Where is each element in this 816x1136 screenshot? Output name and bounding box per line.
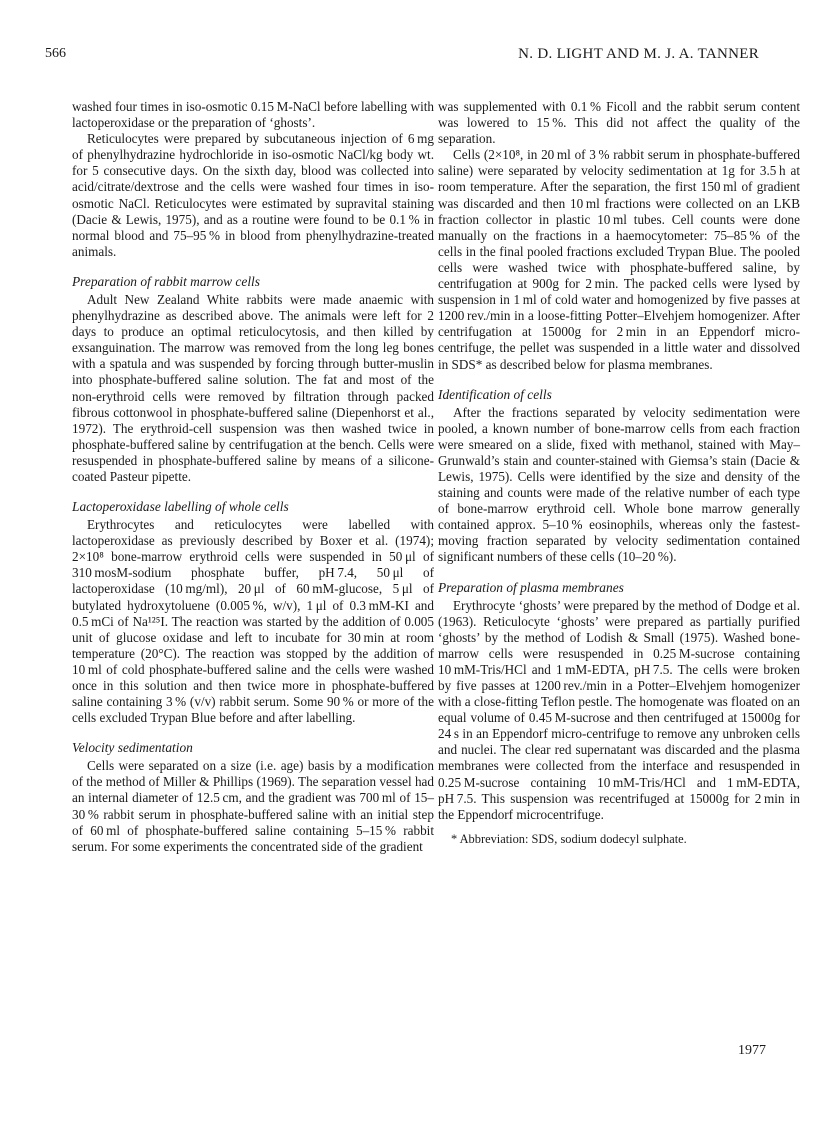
paragraph-lactoperoxidase: Erythrocytes and reticulocytes were labelled with lactoperoxidase as previously described by Boxer et al. (1974); 2×10⁸ bone-marrow erythroid cells were suspended in 50 μl of 310 mosM-sodium phosphate buffer, pH 7.4, 50 μl of lactoperoxidase (10 mg/ml), 20 μl of 60 mM-glucose, 5 μl of butylated hydroxytoluene (0.005 %, w/v), 1 μl of 0.3 mM-KI and 0.5 mCi of Na¹²⁵I. The reaction was started by the addition of 0.005 unit of glucose oxidase and left to incubate for 30 min at room temperature (20°C). The reaction was stopped by the addition of 10 ml of cold phosphate-buffered saline and the cells were washed once in this solution and then twice more in phosphate-buffered saline containing 3 % (v/v) rabbit serum. Some 90 % or more of the cells excluded Trypan Blue before and after labelling. [72, 517, 434, 726]
section-heading-velocity: Velocity sedimentation [72, 740, 193, 756]
section-heading-marrow: Preparation of rabbit marrow cells [72, 273, 260, 289]
section-heading-lactoperoxidase: Lactoperoxidase labelling of whole cells [72, 499, 289, 515]
running-head-authors: N. D. LIGHT AND M. J. A. TANNER [518, 46, 759, 62]
paragraph-reticulocytes: Reticulocytes were prepared by subcutaneous injection of 6 mg of phenylhydrazine hydrochloride in iso-osmotic NaCl/kg body wt. for 5 consecutive days. On the sixth day, blood was collected into acid/citrate/dextrose and the cells were washed four times in iso-osmotic NaCl. Reticulocytes were estimated by supravital staining (Dacie & Lewis, 1975), and as a routine were found to be 0.1 % in normal blood and 75–95 % in blood from phenylhydrazine-treated animals. [72, 131, 434, 259]
paragraph-velocity: Cells were separated on a size (i.e. age) basis by a modification of the method of Miller & Phillips (1969). The separation vessel had an internal diameter of 12.5 cm, and the gradient was 700 ml of 15–30 % rabbit serum in phosphate-buffered saline with an initial step of 60 ml of phosphate-buffered saline containing 5–15 % rabbit serum. For some experiments the concentrated side of the gradient [72, 758, 434, 854]
year-mark: 1977 [738, 1043, 766, 1058]
paragraph-continued: was supplemented with 0.1 % Ficoll and the rabbit serum content was lowered to 15 %. This did not affect the quality of the separation. [438, 99, 800, 147]
paragraph-marrow: Adult New Zealand White rabbits were made anaemic with phenylhydrazine as described above. The animals were left for 2 days to produce an optimal reticulocytosis, and then killed by exsanguination. The marrow was removed from the long leg bones with a spatula and was suspended by forcing through butter-muslin into phosphate-buffered saline solution. The fat and most of the non-erythroid cells were removed by filtration through packed fibrous cottonwool in phosphate-buffered saline (Diepenhorst et al., 1972). The erythroid-cell suspension was then washed twice in phosphate-buffered saline by centrifugation at the bench. Cells were resuspended in phosphate-buffered saline by means of a silicone-coated Pasteur pipette. [72, 291, 434, 484]
left-column [72, 99, 434, 855]
running-head [45, 46, 771, 66]
section-heading-plasma-membranes: Preparation of plasma membranes [438, 579, 624, 595]
paragraph-identification: After the fractions separated by velocity sedimentation were pooled, a known number of bone-marrow cells from each fraction were smeared on a slide, fixed with methanol, stained with May–Grunwald’s stain and counter-stained with Giemsa’s stain (Dacie & Lewis, 1975). Cells were identified by the size and density of the staining and counts were made of the relative number of each type of bone-marrow erythroid cell. Whole bone marrow generally contained approx. 5–10 % eosinophils, whereas only the fastest-moving fraction separated by velocity sedimentation contained significant numbers of these cells (10–20 %). [438, 404, 800, 565]
footnote: * Abbreviation: SDS, sodium dodecyl sulphate. [451, 831, 687, 846]
paragraph-continued: washed four times in iso-osmotic 0.15 M-NaCl before labelling with lactoperoxidase or the preparation of ‘ghosts’. [72, 99, 434, 131]
paragraph-cells-separation: Cells (2×10⁸, in 20 ml of 3 % rabbit serum in phosphate-buffered saline) were separated by velocity sedimentation at 1g for 3.5 h at room temperature. After the separation, the first 150 ml of gradient was discarded and then 10 ml fractions were collected on an LKB fraction collector in plastic 10 ml tubes. Cell counts were done manually on the fractions in a haemocytometer: 75–85 % of the cells in the final pooled fractions excluded Trypan Blue. The pooled cells were washed twice with phosphate-buffered saline, by centrifugation at 900g for 2 min. The packed cells were lysed by suspension in 1 ml of cold water and homogenized by five passes at 1200 rev./min in a loose-fitting Potter–Elvehjem homogenizer. After centrifugation at 15000g for 2 min in an Eppendorf micro-centrifuge, the pellet was suspended in a little water and dissolved in SDS* as described below for plasma membranes. [438, 147, 800, 372]
page-number: 566 [45, 46, 66, 61]
right-column [438, 99, 800, 847]
paragraph-plasma-membranes: Erythrocyte ‘ghosts’ were prepared by the method of Dodge et al. (1963). Reticulocyte ‘ghosts’ were prepared as partially purified ‘ghosts’ by the method of Lodish & Small (1975). Washed bone-marrow cells were resuspended in 0.25 M-sucrose containing 10 mM-Tris/HCl and 1 mM-EDTA, pH 7.5. The cells were broken by five passes at 1200 rev./min in a Potter–Elvehjem homogenizer with a close-fitting Teflon pestle. The homogenate was floated on an equal volume of 0.45 M-sucrose and then centrifuged at 15000g for 24 s in an Eppendorf micro-centrifuge to remove any unbroken cells and nuclei. The clear red supernatant was discarded and the plasma membranes were collected from the interface and resuspended in 0.25 M-sucrose containing 10 mM-Tris/HCl and 1 mM-EDTA, pH 7.5. This suspension was recentrifuged at 15000g for 2 min in the Eppendorf microcentrifuge. [438, 597, 800, 822]
section-heading-identification: Identification of cells [438, 386, 552, 402]
